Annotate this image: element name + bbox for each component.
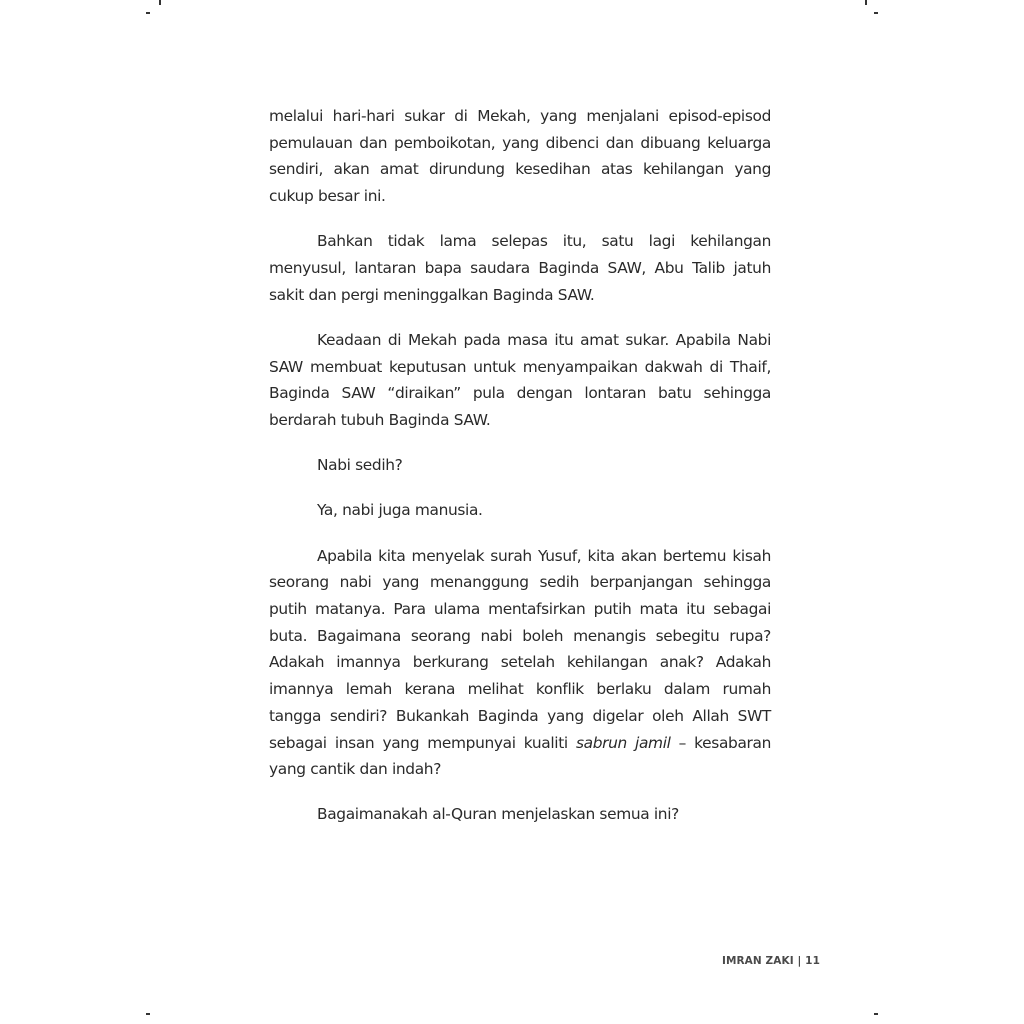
paragraph-3: Keadaan di Mekah pada masa itu amat sukar. Apabila Nabi SAW membuat keputusan untuk menyampaikan dakwah di Thaif, Baginda SAW “diraikan” pula dengan lontaran batu sehingga berdarah tubuh Baginda SAW.: [269, 330, 771, 430]
paragraph-6: [269, 543, 771, 783]
paragraph-1: melalui hari-hari sukar di Mekah, yang menjalani episod-episod pemulauan dan pemboikotan, yang dibenci dan dibuang keluarga sendiri, akan amat dirundung kesedihan atas kehilangan yang cukup besar ini.: [269, 107, 771, 206]
body-text: [269, 103, 771, 847]
paragraph-5: Ya, nabi juga manusia.: [317, 501, 483, 520]
paragraph-6-text-before: Apabila kita menyelak surah Yusuf, kita akan bertemu kisah seorang nabi yang menanggung sedih berpanjangan sehingga putih matanya. Para ulama mentafsirkan putih mata itu sebagai buta. Bagaimana seorang nabi boleh menangis sebegitu rupa? Adakah imannya berkurang setelah kehilangan anak? Adakah imannya lemah kerana melihat konflik berlaku dalam rumah tangga sendiri? Bukankah Baginda yang digelar oleh Allah SWT sebagai insan yang mempunyai kualiti: [269, 546, 771, 752]
crop-mark-top-left-vertical: [159, 0, 161, 5]
italic-term: sabrun jamil: [575, 733, 671, 752]
paragraph-6-text-after: – kesabaran yang cantik dan indah?: [269, 733, 771, 779]
crop-mark-bottom-left-horizontal: [146, 1013, 150, 1015]
running-footer: IMRAN ZAKI | 11: [721, 955, 820, 967]
crop-mark-top-left-horizontal: [146, 12, 150, 14]
paragraph-4: Nabi sedih?: [317, 456, 403, 475]
crop-mark-top-right-vertical: [865, 0, 867, 5]
crop-mark-top-right-horizontal: [874, 12, 878, 14]
paragraph-2: Bahkan tidak lama selepas itu, satu lagi kehilangan menyusul, lantaran bapa saudara Baginda SAW, Abu Talib jatuh sakit dan pergi meninggalkan Baginda SAW.: [269, 232, 771, 304]
crop-mark-bottom-right-horizontal: [874, 1013, 878, 1015]
paragraph-7: Bagaimanakah al-Quran menjelaskan semua ini?: [317, 805, 679, 824]
